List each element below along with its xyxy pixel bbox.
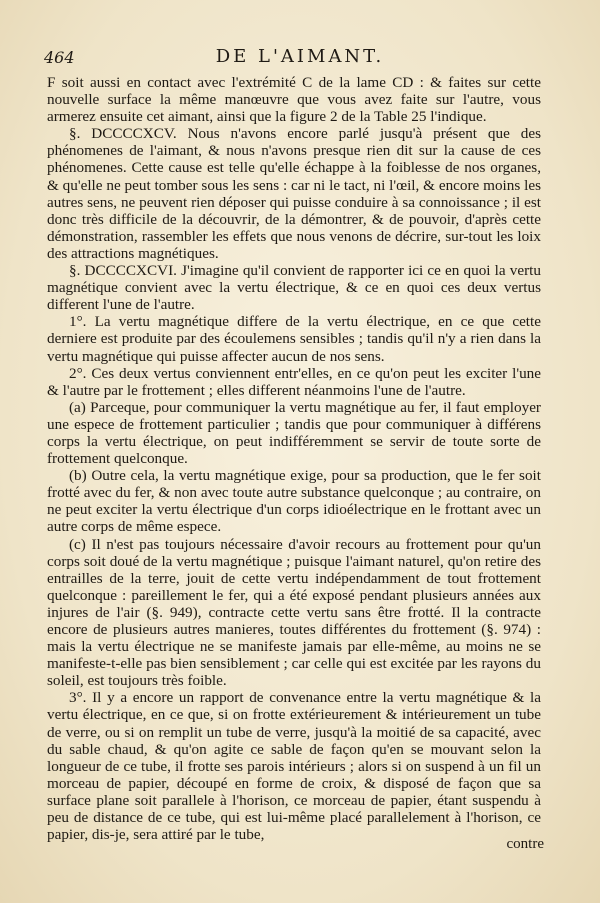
paragraph-point-c: (c) Il n'est pas toujours nécessaire d'avoir recours au frottement pour qu'un corps soit doué de la vertu magnétique ; puisque l'aimant naturel, qu'on retire des entrailles de la terre, jouit de cette vertu indépendamment de tout frottement quelconque : pareillement le fer, qui a été exposé pendant plusieurs années aux injures de l'air (§. 949), contracte cette vertu sans être frotté. Il la contracte encore de plusieurs autres manieres, toutes différentes du frottement (§. 974) : mais la vertu électrique ne se manifeste jamais par elle-même, au moins ne se manifeste-t-elle pas bien sensiblement ; car celle qui est excitée par les rayons du soleil, est toujours très foible. xyxy=(47,535,541,690)
page-number: 464 xyxy=(44,48,75,67)
paragraph-point-2: 2°. Ces deux vertus conviennent entr'elles, en ce qu'on peut les exciter l'une & l'autre par le frottement ; elles different néanmoins l'une de l'autre. xyxy=(47,364,541,399)
page-header xyxy=(44,44,556,70)
paragraph-point-a: (a) Parceque, pour communiquer la vertu magnétique au fer, il faut employer une espece de frottement particulier ; tandis que pour communiquer à différens corps la vertu électrique, on peut indifféremment se servir de toute sorte de frottement quelconque. xyxy=(47,398,541,468)
paragraph-point-b: (b) Outre cela, la vertu magnétique exige, pour sa production, que le fer soit frotté avec du fer, & non avec toute autre substance quelconque ; au contraire, on ne peut exciter la vertu électrique d'un corps idioélectrique en le frottant avec un autre corps de même espece. xyxy=(47,467,541,536)
paragraph-section-995: §. DCCCCXCV. Nous n'avons encore parlé jusqu'à présent que des phénomenes de l'aimant, & nous n'avons presque rien dit sur la cause de ces phénomenes. Cette cause est telle qu'elle échappe à la foiblesse de nos organes, & qu'elle ne peut tomber sous les sens : car ni le tact, ni l'œil, & encore moins les autres sens, ne peuvent rien déposer qui puisse conduire à sa connoissance ; il est donc très difficile de la découvrir, de la démontrer, & de pouvoir, d'après cette démonstration, rassembler les effets que nous venons de décrire, sur-tout les loix des attractions magnétiques. xyxy=(47,125,541,262)
catchword: contre xyxy=(506,836,544,852)
paragraph-section-996: §. DCCCCXCVI. J'imagine qu'il convient de rapporter ici ce en quoi la vertu magnétique convient avec la vertu électrique, & ce en quoi ces deux vertus different l'une de l'autre. xyxy=(47,262,541,314)
paragraph-point-3: 3°. Il y a encore un rapport de convenance entre la vertu magnétique & la vertu électrique, en ce que, si on frotte extérieurement & intérieurement un tube de verre, ou si on remplit un tube de verre, jusqu'à la moitié de sa capacité, avec du sable chaud, & qu'on agite ce sable de façon qu'en se mouvant selon la longueur de ce tube, il frotte ses parois intérieurs ; alors si on suspend à un fil un morceau de papier, découpé en forme de croix, & disposé de façon que sa surface plane soit parallele à l'horison, ce morceau de papier, étant suspendu à peu de distance de ce tube, qui est lui-même placé parallelement à l'horison, ce papier, dis-je, sera attiré par le tube, xyxy=(47,689,541,844)
paragraph-continuation: F soit aussi en contact avec l'extrémité C de la lame CD : & faites sur cette nouvelle surface la même manœuvre que vous avez faite sur l'autre, vous armerez ensuite cet aimant, ainsi que la figure 2 de la Table 25 l'indique. xyxy=(47,74,541,126)
running-title: DE L'AIMANT. xyxy=(215,46,385,67)
paragraph-point-1: 1°. La vertu magnétique differe de la vertu électrique, en ce que cette derniere est produite par des écoulemens sensibles ; tandis qu'il n'y a rien dans la vertu magnétique qui puisse affecter aucun de nos sens. xyxy=(47,313,541,365)
body-text xyxy=(47,74,541,843)
